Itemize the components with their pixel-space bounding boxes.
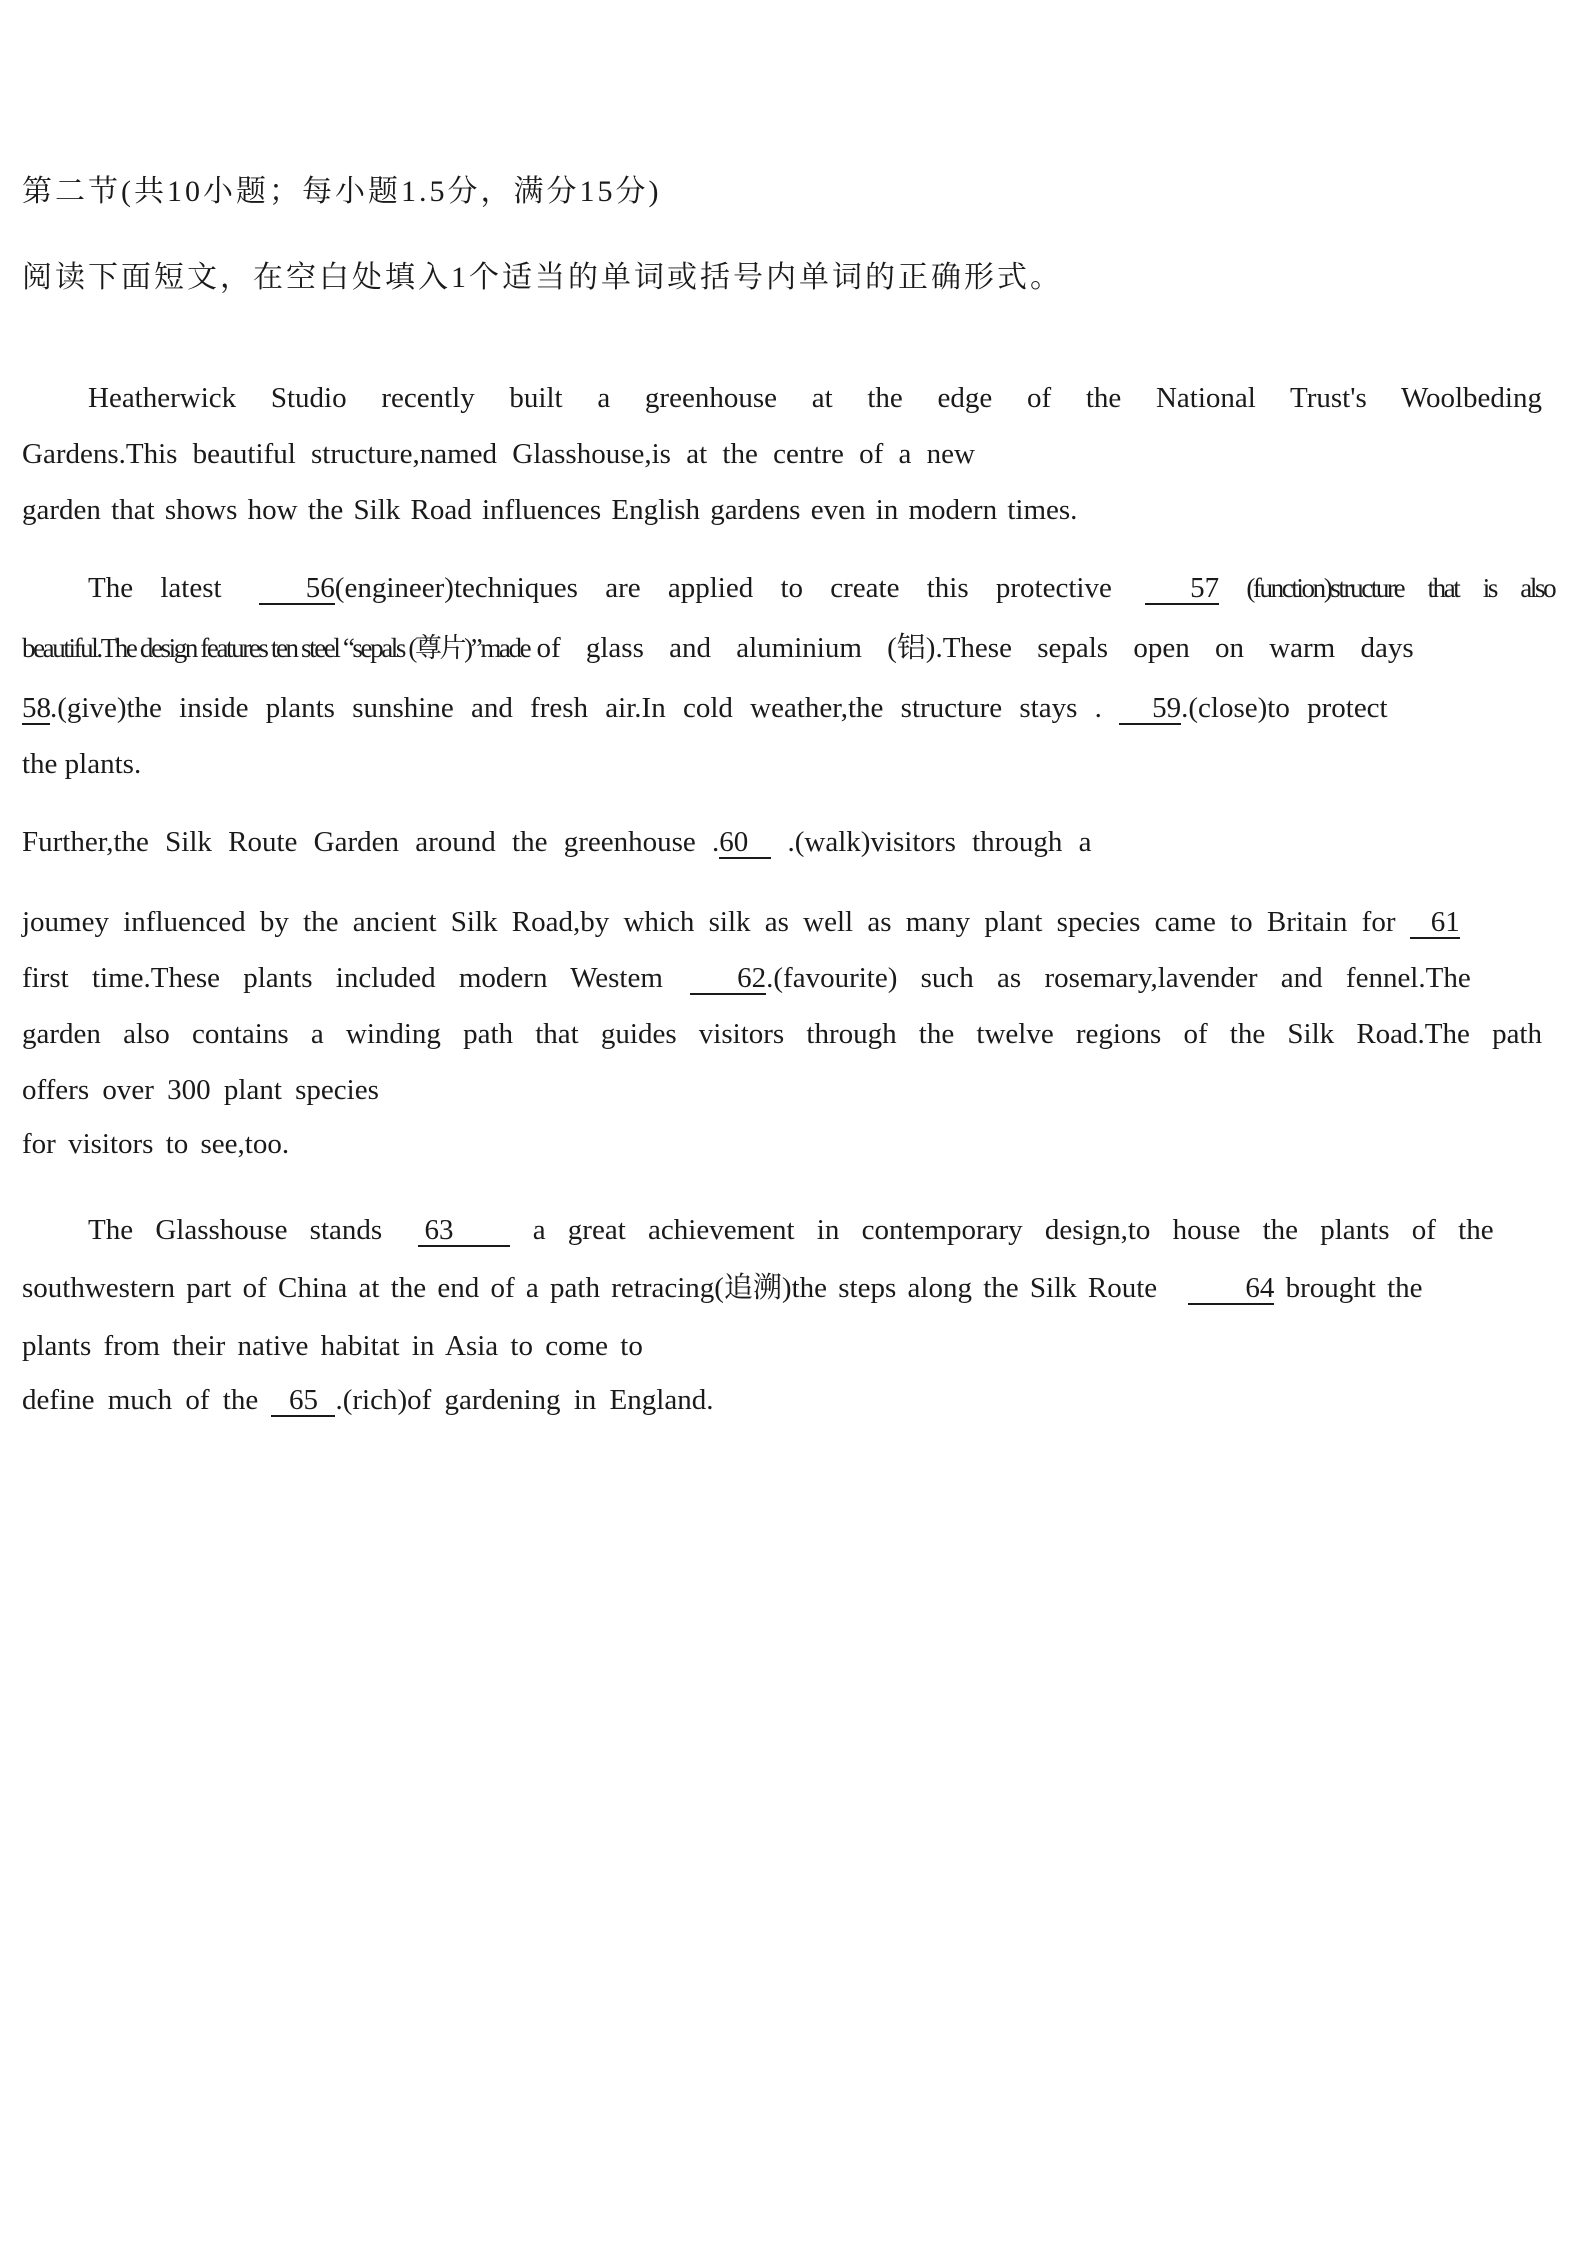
text-run: joumey influenced by the ancient Silk Road,by which silk as well as many plant species came to Britain for [22, 906, 1396, 938]
blank-64[interactable]: 64 [1188, 1273, 1274, 1305]
paragraph-line: the plants. [22, 748, 142, 780]
text-run: southwestern part of China at the end of a path retracing(追溯)the steps along the Silk Route [22, 1272, 1158, 1304]
paragraph-line [22, 1380, 1542, 1420]
text-run: .(give)the inside plants sunshine and fresh air.In cold weather,the structure stays . [50, 692, 1102, 724]
text-run: The latest [88, 572, 222, 604]
text-run: Further,the Silk Route Garden around the greenhouse . [22, 826, 720, 858]
paragraph-line [22, 1210, 1542, 1250]
text-run: first time.These plants included modern Westem [22, 962, 663, 994]
blank-63[interactable]: 63 [418, 1215, 510, 1247]
paragraph-line [22, 958, 1542, 998]
paragraph-line [22, 822, 1542, 862]
blank-61[interactable]: 61 [1410, 907, 1460, 939]
paragraph-line [22, 902, 1542, 942]
blank-65[interactable]: 65 [271, 1385, 335, 1417]
paragraph-line: garden that shows how the Silk Road influences English gardens even in modern times. [22, 494, 1078, 526]
blank-62[interactable]: 62 [690, 963, 766, 995]
blank-57[interactable]: 57 [1145, 573, 1219, 605]
text-run: brought the [1285, 1272, 1423, 1304]
paragraph-line [22, 568, 1555, 608]
text-run: define much of the [22, 1384, 259, 1416]
text-run: (engineer)techniques are applied to create this protective [334, 572, 1112, 604]
paragraph-line: plants from their native habitat in Asia to come to [22, 1330, 643, 1362]
paragraph-line [22, 1268, 1542, 1308]
paragraph-line: Gardens.This beautiful structure,named Glasshouse,is at the centre of a new [22, 438, 975, 470]
text-run: of glass and aluminium (铝).These sepals open on warm days [536, 632, 1414, 664]
paragraph-line [22, 628, 1542, 668]
text-run: .(walk)visitors through a [787, 826, 1092, 858]
paragraph-line: Heatherwick Studio recently built a greenhouse at the edge of the National Trust's Woolbeding [88, 382, 1542, 414]
text-run: .(favourite) such as rosemary,lavender and fennel.The [766, 962, 1471, 994]
blank-60[interactable]: 60 [719, 827, 771, 859]
text-run: The Glasshouse stands [88, 1214, 383, 1246]
blank-58[interactable]: 58 [22, 692, 51, 724]
text-run: (function)structure that is also [1246, 573, 1555, 603]
text-run: beautiful.The design features ten steel “sepals (尊片)”made [22, 633, 530, 663]
text-run: .(rich)of gardening in England. [335, 1384, 714, 1416]
paragraph-line [22, 688, 1542, 728]
text-run: .(close)to protect [1181, 692, 1388, 724]
paragraph-line: garden also contains a winding path that guides visitors through the twelve regions of the Silk Road.The path [22, 1018, 1542, 1050]
section-heading: 第二节(共10小题；每小题1.5分，满分15分) [22, 175, 662, 208]
paragraph-line: for visitors to see,too. [22, 1128, 290, 1160]
text-run: a great achievement in contemporary design,to house the plants of the [532, 1214, 1494, 1246]
blank-56[interactable]: 56 [259, 573, 335, 605]
section-instruction: 阅读下面短文，在空白处填入1个适当的单词或括号内单词的正确形式。 [22, 261, 1063, 294]
blank-59[interactable]: 59 [1119, 693, 1181, 725]
paragraph-line: offers over 300 plant species [22, 1074, 379, 1106]
